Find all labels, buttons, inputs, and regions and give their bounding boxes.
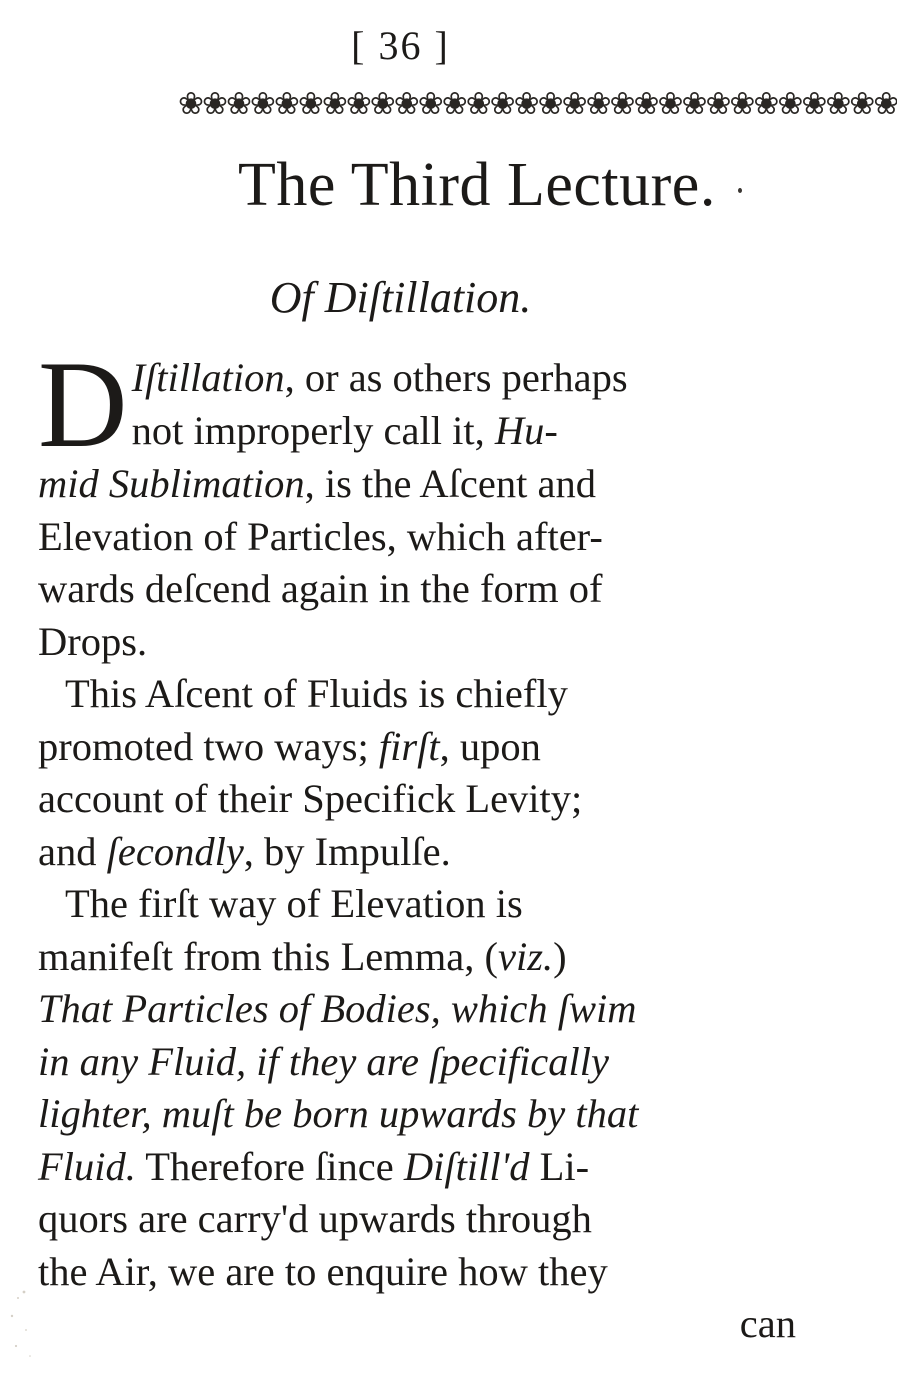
roman-text: Drops. bbox=[38, 618, 148, 664]
roman-text: , or as others perhaps bbox=[284, 355, 628, 400]
text-line bbox=[38, 1193, 796, 1246]
roman-text: Li- bbox=[529, 1143, 590, 1189]
roman-text: account of their Specifick Levity; bbox=[38, 776, 583, 821]
page-number: [ 36 ] bbox=[351, 23, 450, 68]
roman-text: promoted two ways; bbox=[38, 723, 379, 769]
roman-text: not improperly call it, bbox=[131, 407, 495, 453]
text-line bbox=[38, 721, 796, 774]
roman-text: The firſt way of Elevation is bbox=[65, 881, 523, 926]
text-line bbox=[38, 878, 796, 931]
italic-text: lighter, muſt be born upwards by that bbox=[38, 1091, 639, 1136]
italic-text: firſt bbox=[378, 723, 440, 769]
ornamental-header-band: ❀❀❀❀❀❀❀❀❀❀❀❀❀❀❀❀❀❀❀❀❀❀❀❀❀❀❀❀❀❀ bbox=[178, 86, 897, 122]
italic-text: in any Fluid, if they are ſpecifically bbox=[38, 1038, 609, 1084]
text-line bbox=[38, 826, 796, 879]
italic-text: Fluid. bbox=[38, 1143, 136, 1189]
text-line bbox=[38, 983, 796, 1036]
italic-text: Hu- bbox=[494, 407, 558, 453]
text-line bbox=[38, 931, 796, 984]
italic-text: That Particles of Bodies, which ſwim bbox=[38, 986, 637, 1031]
text-line bbox=[38, 1036, 796, 1089]
text-line bbox=[38, 458, 796, 511]
text-line bbox=[38, 1088, 796, 1141]
section-title: Of Diſtillation. bbox=[269, 273, 532, 322]
body-text bbox=[38, 336, 796, 1351]
roman-text: , is the Aſcent and bbox=[304, 461, 596, 506]
text-line bbox=[38, 1141, 796, 1194]
italic-text: viz. bbox=[498, 933, 554, 979]
roman-text: and bbox=[38, 828, 107, 874]
italic-text: mid Sublimation bbox=[38, 461, 305, 506]
lecture-title bbox=[238, 150, 742, 221]
italic-text: Iſtillation bbox=[131, 355, 285, 400]
roman-text: Therefore ſince bbox=[135, 1143, 404, 1189]
text-line bbox=[38, 563, 796, 616]
text-line bbox=[38, 405, 796, 458]
lecture-title-text: The Third Lecture. bbox=[238, 151, 716, 219]
roman-text: Elevation of Particles, which after- bbox=[38, 513, 603, 559]
roman-text: ) bbox=[553, 933, 567, 979]
roman-text: the Air, we are to enquire how they bbox=[38, 1248, 608, 1294]
roman-text: , upon bbox=[439, 723, 541, 769]
italic-text: Diſtill'd bbox=[403, 1143, 530, 1189]
paper-stain-mark bbox=[4, 1286, 38, 1366]
roman-text: quors are carry'd upwards through bbox=[38, 1196, 592, 1241]
text-line bbox=[38, 511, 796, 564]
text-line bbox=[38, 616, 796, 669]
text-line bbox=[38, 668, 796, 721]
roman-text: manifeſt from this Lemma, ( bbox=[38, 933, 498, 979]
roman-text: This Aſcent of Fluids is chiefly bbox=[65, 671, 568, 716]
roman-text: wards deſcend again in the form of bbox=[38, 566, 603, 611]
italic-text: ſecondly bbox=[106, 828, 244, 874]
catchword: can bbox=[739, 1301, 796, 1346]
text-line bbox=[38, 1246, 796, 1299]
roman-text: , by Impulſe. bbox=[243, 828, 451, 874]
text-line bbox=[38, 352, 796, 405]
ink-speck bbox=[738, 188, 742, 193]
text-line bbox=[38, 773, 796, 826]
drop-cap: D bbox=[38, 336, 128, 473]
